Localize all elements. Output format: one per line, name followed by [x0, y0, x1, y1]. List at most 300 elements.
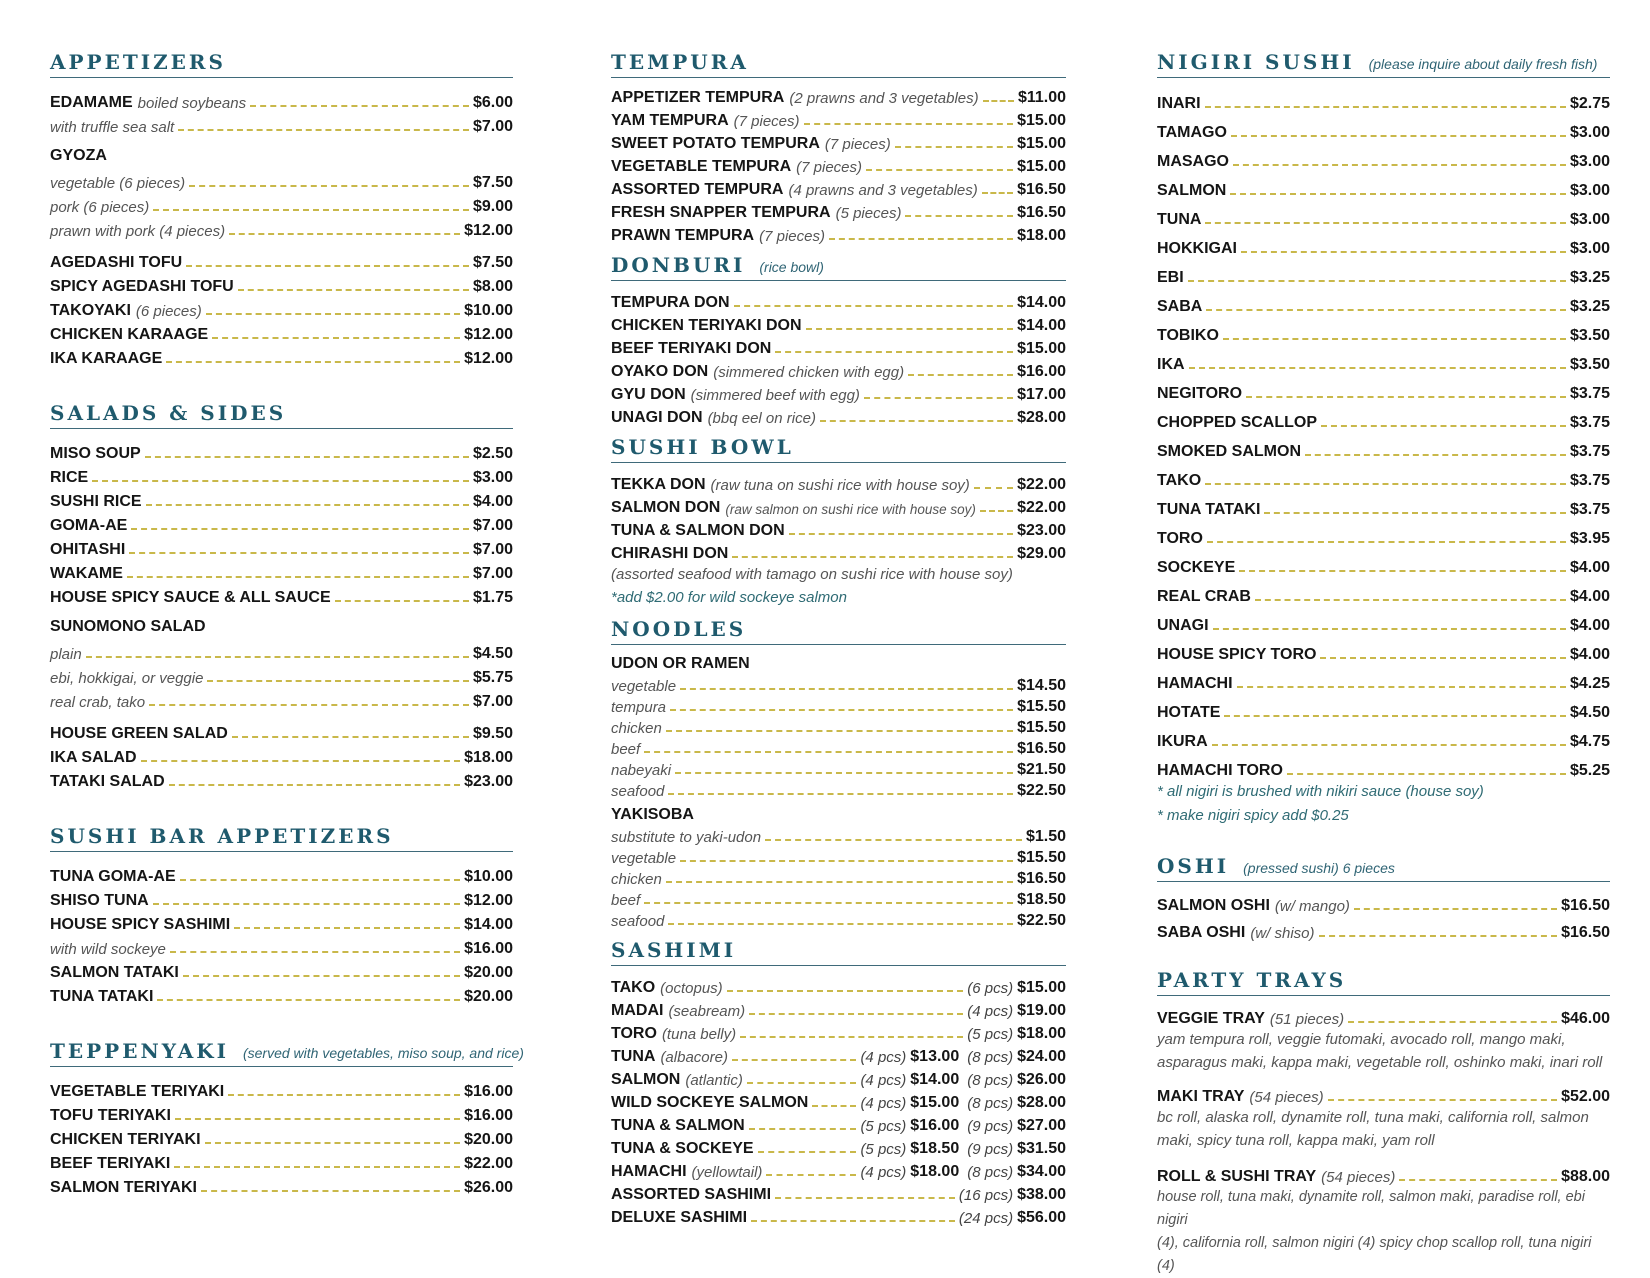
- dotted-leader: [174, 1166, 460, 1168]
- item-price: $7.00: [472, 565, 513, 582]
- item-name: HAMACHI: [611, 1163, 687, 1180]
- item-name: ROLL & SUSHI TRAY: [1157, 1168, 1317, 1185]
- menu-item-udon-seafood: [611, 779, 1066, 800]
- item-price: $16.50: [1561, 897, 1610, 914]
- menu-item-goma-ae: [50, 511, 513, 535]
- item-price: $56.00: [1017, 1209, 1066, 1226]
- sushi-bar-title: SUSHI BAR APPETIZERS: [50, 824, 394, 848]
- menu-item-wakame: [50, 559, 513, 583]
- menu-item-vegetable-teriyaki: [50, 1077, 513, 1101]
- dotted-leader: [1205, 106, 1566, 108]
- dotted-leader: [734, 305, 1014, 307]
- menu-item-sashimi-toro: [611, 1020, 1066, 1043]
- menu-item-udon-beef: [611, 737, 1066, 758]
- menu-item-udon-nabeyaki: [611, 758, 1066, 779]
- dotted-leader: [141, 760, 461, 762]
- item-name: HAMACHI TORO: [1157, 762, 1283, 779]
- dotted-leader: [335, 600, 469, 602]
- item-desc: chicken: [611, 871, 662, 888]
- appetizers-header: [50, 50, 513, 78]
- item-desc: substitute to yaki-udon: [611, 829, 762, 846]
- item-price: $38.00: [1017, 1186, 1066, 1203]
- menu-item-house-sauce: [50, 583, 513, 607]
- dotted-leader: [207, 680, 469, 682]
- sockeye-note: *add $2.00 for wild sockeye salmon: [611, 589, 847, 606]
- item-name: VEGGIE TRAY: [1157, 1010, 1265, 1027]
- dotted-leader: [234, 927, 460, 929]
- item-price: $17.00: [1017, 386, 1066, 403]
- item-price: $18.00: [1017, 227, 1066, 244]
- item-price: $3.75: [1569, 472, 1610, 489]
- dotted-leader: [1319, 935, 1558, 937]
- menu-item-yaki-chicken: [611, 867, 1066, 888]
- item-name: INARI: [1157, 95, 1201, 112]
- dotted-leader: [812, 1105, 856, 1107]
- sushi-bowl-header: [611, 435, 1066, 463]
- item-desc: boiled soybeans: [137, 95, 247, 112]
- item-desc: chicken: [611, 720, 662, 737]
- menu-item-takoyaki: [50, 296, 513, 320]
- dotted-leader: [1328, 1099, 1557, 1101]
- item-name: WAKAME: [50, 565, 123, 582]
- dotted-leader: [751, 1220, 955, 1222]
- item-price: $26.00: [464, 1179, 513, 1196]
- dotted-leader: [229, 233, 460, 235]
- teppenyaki-title: TEPPENYAKI: [50, 1039, 229, 1063]
- item-name: HOUSE SPICY SASHIMI: [50, 916, 231, 933]
- item-pieces: (4 pcs): [967, 1003, 1014, 1020]
- item-name: EBI: [1157, 269, 1184, 286]
- dotted-leader: [146, 504, 469, 506]
- item-desc: vegetable: [611, 678, 677, 695]
- item-name: UNAGI: [1157, 617, 1209, 634]
- menu-item-salmon-don: [611, 494, 1066, 517]
- dotted-leader: [189, 185, 469, 187]
- dotted-leader: [180, 879, 460, 881]
- menu-item-sashimi-hamachi: [611, 1158, 1066, 1181]
- item-name: TUNA: [1157, 211, 1202, 228]
- item-name: TUNA TATAKI: [1157, 501, 1261, 518]
- item-name: SALMON: [611, 1071, 681, 1088]
- item-price-small: $15.00: [910, 1094, 960, 1111]
- item-price: $22.50: [1017, 782, 1066, 799]
- dotted-leader: [895, 146, 1013, 148]
- item-name: AGEDASHI TOFU: [50, 254, 183, 271]
- donburi-note: (rice bowl): [759, 259, 824, 275]
- item-desc: plain: [50, 646, 82, 663]
- item-pieces-small: (4 pcs): [860, 1164, 907, 1181]
- item-name: HOKKIGAI: [1157, 240, 1237, 257]
- tray-contents-line: yam tempura roll, veggie futomaki, avocado roll, mango maki,: [1157, 1031, 1566, 1048]
- menu-item-sashimi-tuna: [611, 1043, 1066, 1066]
- item-price: $29.00: [1017, 545, 1066, 562]
- item-price: $8.00: [472, 278, 513, 295]
- menu-item-nigiri-unagi: [1157, 606, 1610, 635]
- item-pieces-small: (4 pcs): [860, 1072, 907, 1089]
- dotted-leader: [129, 552, 469, 554]
- item-name: SPICY AGEDASHI TOFU: [50, 278, 234, 295]
- dotted-leader: [153, 903, 460, 905]
- dotted-leader: [1223, 338, 1566, 340]
- dotted-leader: [250, 105, 469, 107]
- item-desc: vegetable: [611, 850, 677, 867]
- item-desc: (albacore): [660, 1049, 728, 1066]
- menu-item-prawn-tempura: [611, 222, 1066, 245]
- item-desc: vegetable (6 pieces): [50, 175, 186, 192]
- dotted-leader: [666, 881, 1013, 883]
- item-price: $7.00: [472, 118, 513, 135]
- item-price: $1.50: [1025, 828, 1066, 845]
- dotted-leader: [1206, 309, 1566, 311]
- item-price: $7.50: [472, 254, 513, 271]
- item-price: $3.95: [1569, 530, 1610, 547]
- donburi-title: DONBURI: [611, 253, 746, 277]
- menu-item-sashimi-wild-sockeye: [611, 1089, 1066, 1112]
- oshi-header: [1157, 854, 1610, 882]
- item-desc: prawn with pork (4 pieces): [50, 223, 226, 240]
- menu-item-with-wild-sockeye: [50, 934, 513, 958]
- menu-item-saba-oshi: [1157, 915, 1610, 942]
- item-name: CHICKEN KARAAGE: [50, 326, 209, 343]
- item-price: $28.00: [1017, 409, 1066, 426]
- menu-item-sunomono-plain: [50, 639, 513, 663]
- item-price: $20.00: [464, 964, 513, 981]
- dotted-leader: [238, 289, 469, 291]
- item-price: $18.50: [1017, 891, 1066, 908]
- item-name: TATAKI SALAD: [50, 773, 165, 790]
- item-name: SOCKEYE: [1157, 559, 1236, 576]
- dotted-leader: [1321, 425, 1566, 427]
- dotted-leader: [758, 1151, 857, 1153]
- item-name: OYAKO DON: [611, 363, 709, 380]
- menu-item-chirashi-don: [611, 540, 1066, 563]
- dotted-leader: [1348, 1021, 1557, 1023]
- menu-item-sushi-rice: [50, 487, 513, 511]
- party-trays-header: [1157, 968, 1610, 996]
- dotted-leader: [974, 487, 1013, 489]
- menu-item-gyu-don: [611, 381, 1066, 404]
- item-price-small: $16.00: [910, 1117, 960, 1134]
- item-price: $4.00: [1569, 588, 1610, 605]
- menu-item-nigiri-sockeye: [1157, 548, 1610, 577]
- item-price: $7.50: [472, 174, 513, 191]
- menu-item-nigiri-toro: [1157, 519, 1610, 548]
- dotted-leader: [1224, 715, 1566, 717]
- item-name: ASSORTED TEMPURA: [611, 181, 784, 198]
- item-price-small: $18.50: [910, 1140, 960, 1157]
- dotted-leader: [205, 1142, 461, 1144]
- tray-contents-line: house roll, tuna maki, dynamite roll, salmon maki, paradise roll, ebi nigiri: [1157, 1189, 1585, 1228]
- item-price: $7.00: [472, 541, 513, 558]
- menu-item-nigiri-negitoro: [1157, 374, 1610, 403]
- item-name: SABA OSHI: [1157, 924, 1246, 941]
- dotted-leader: [680, 688, 1013, 690]
- item-name: VEGETABLE TEMPURA: [611, 158, 792, 175]
- dotted-leader: [775, 351, 1013, 353]
- item-name: FRESH SNAPPER TEMPURA: [611, 204, 831, 221]
- nigiri-title: NIGIRI SUSHI: [1157, 50, 1355, 74]
- nigiri-header: [1157, 50, 1610, 78]
- item-price: $16.50: [1017, 870, 1066, 887]
- item-name: TEMPURA DON: [611, 294, 730, 311]
- dotted-leader: [127, 576, 469, 578]
- teppenyaki-note: (served with vegetables, miso soup, and rice): [242, 1045, 524, 1061]
- item-desc: (tuna belly): [661, 1026, 737, 1043]
- item-price: $12.00: [464, 350, 513, 367]
- dotted-leader: [1264, 512, 1566, 514]
- item-name: TOFU TERIYAKI: [50, 1107, 171, 1124]
- menu-item-house-green-salad: [50, 719, 513, 743]
- menu-item-sashimi-tuna-sockeye: [611, 1135, 1066, 1158]
- item-desc: (54 pieces): [1249, 1089, 1324, 1106]
- item-name: TEKKA DON: [611, 476, 706, 493]
- item-name: IKA SALAD: [50, 749, 137, 766]
- dotted-leader: [829, 238, 1013, 240]
- item-price: $10.00: [464, 868, 513, 885]
- item-price: $19.00: [1017, 1002, 1066, 1019]
- item-price: $3.00: [1569, 211, 1610, 228]
- item-name: VEGETABLE TERIYAKI: [50, 1083, 225, 1100]
- item-name: PRAWN TEMPURA: [611, 227, 755, 244]
- item-desc: beef: [611, 741, 641, 758]
- menu-item-tuna-salmon-don: [611, 517, 1066, 540]
- item-name: HAMACHI: [1157, 675, 1233, 692]
- menu-item-nigiri-tobiko: [1157, 316, 1610, 345]
- menu-item-yaki-vegetable: [611, 846, 1066, 867]
- item-price: $22.00: [464, 1155, 513, 1172]
- dotted-leader: [232, 736, 469, 738]
- chirashi-description: (assorted seafood with tamago on sushi rice with house soy): [611, 566, 1013, 583]
- dotted-leader: [1231, 135, 1566, 137]
- item-desc: (simmered beef with egg): [690, 387, 860, 404]
- menu-item-vegetable-tempura: [611, 153, 1066, 176]
- menu-item-veggie-tray: [1157, 1004, 1610, 1028]
- item-price: $16.00: [1017, 363, 1066, 380]
- item-desc: (54 pieces): [1321, 1169, 1396, 1186]
- menu-item-udon-chicken: [611, 716, 1066, 737]
- item-name: REAL CRAB: [1157, 588, 1251, 605]
- item-desc: (yellowtail): [691, 1164, 763, 1181]
- item-price: $23.00: [1017, 522, 1066, 539]
- item-name: UNAGI DON: [611, 409, 703, 426]
- item-name: TUNA TATAKI: [50, 988, 154, 1005]
- item-name: BEEF TERIYAKI: [50, 1155, 171, 1172]
- item-name: MASAGO: [1157, 153, 1229, 170]
- item-name: SMOKED SALMON: [1157, 443, 1301, 460]
- menu-item-nigiri-masago: [1157, 142, 1610, 171]
- item-name: TUNA GOMA-AE: [50, 868, 176, 885]
- menu-item-ika-karaage: [50, 344, 513, 368]
- menu-item-nigiri-hotate: [1157, 693, 1610, 722]
- item-name: MADAI: [611, 1002, 664, 1019]
- item-desc: (w/ shiso): [1250, 925, 1315, 942]
- sashimi-header: [611, 938, 1066, 966]
- menu-item-yaki-substitute: [611, 825, 1066, 846]
- menu-item-unagi-don: [611, 404, 1066, 427]
- dotted-leader: [766, 1174, 856, 1176]
- dotted-leader: [908, 374, 1013, 376]
- item-price: $16.50: [1561, 924, 1610, 941]
- dotted-leader: [905, 215, 1013, 217]
- item-name: TUNA & SOCKEYE: [611, 1140, 754, 1157]
- dotted-leader: [806, 328, 1014, 330]
- dotted-leader: [145, 456, 469, 458]
- item-pieces-small: (4 pcs): [860, 1095, 907, 1112]
- item-name: TOBIKO: [1157, 327, 1219, 344]
- item-name: IKA KARAAGE: [50, 350, 163, 367]
- sushi-bar-header: [50, 824, 513, 852]
- item-price-large: $31.50: [1017, 1140, 1066, 1157]
- item-name: EDAMAME: [50, 94, 133, 111]
- menu-item-ika-salad: [50, 743, 513, 767]
- item-price: $14.00: [1017, 317, 1066, 334]
- dotted-leader: [149, 704, 469, 706]
- item-price: $88.00: [1561, 1168, 1610, 1185]
- menu-item-tataki-salad: [50, 767, 513, 791]
- menu-item-gyoza-vegetable: [50, 168, 513, 192]
- party-trays-title: PARTY TRAYS: [1157, 968, 1347, 992]
- tempura-title: TEMPURA: [611, 50, 749, 74]
- roll-tray-contents: [1157, 1186, 1610, 1278]
- menu-item-salmon-teriyaki: [50, 1173, 513, 1197]
- menu-item-chicken-teriyaki-don: [611, 312, 1066, 335]
- menu-item-nigiri-tuna-tataki: [1157, 490, 1610, 519]
- menu-item-nigiri-inari: [1157, 84, 1610, 113]
- dotted-leader: [1213, 628, 1566, 630]
- item-pieces-large: (9 pcs): [967, 1141, 1014, 1158]
- item-price: $4.25: [1569, 675, 1610, 692]
- item-price: $20.00: [464, 1131, 513, 1148]
- menu-column-right: [1157, 50, 1610, 1278]
- item-desc: (7 pieces): [759, 228, 825, 245]
- item-price: $12.00: [464, 326, 513, 343]
- dotted-leader: [153, 209, 469, 211]
- item-pieces: (6 pcs): [967, 980, 1014, 997]
- item-price: $7.00: [472, 693, 513, 710]
- item-pieces: (5 pcs): [967, 1026, 1014, 1043]
- item-price: $18.00: [1017, 1025, 1066, 1042]
- salads-header: [50, 401, 513, 429]
- item-pieces-small: (4 pcs): [860, 1049, 907, 1066]
- dotted-leader: [169, 784, 460, 786]
- menu-item-shiso-tuna: [50, 886, 513, 910]
- nigiri-note: (please inquire about daily fresh fish): [1368, 56, 1598, 72]
- dotted-leader: [178, 129, 469, 131]
- nigiri-note-spicy: * make nigiri spicy add $0.25: [1157, 807, 1349, 824]
- dotted-leader: [804, 123, 1014, 125]
- dotted-leader: [749, 1128, 857, 1130]
- item-name: TAKOYAKI: [50, 302, 131, 319]
- menu-item-nigiri-salmon: [1157, 171, 1610, 200]
- item-name: HOUSE GREEN SALAD: [50, 725, 228, 742]
- item-name: CHIRASHI DON: [611, 545, 729, 562]
- item-price: $16.50: [1017, 204, 1066, 221]
- item-price: $3.00: [1569, 153, 1610, 170]
- item-price: $3.75: [1569, 443, 1610, 460]
- item-price: $12.00: [464, 892, 513, 909]
- item-price: $2.50: [472, 445, 513, 462]
- dotted-leader: [166, 361, 460, 363]
- item-price: $14.00: [464, 916, 513, 933]
- menu-item-tempura-don: [611, 289, 1066, 312]
- item-desc: (51 pieces): [1269, 1011, 1345, 1028]
- item-desc: (bbq eel on rice): [707, 410, 816, 427]
- menu-item-chicken-karaage: [50, 320, 513, 344]
- item-price-large: $24.00: [1017, 1048, 1066, 1065]
- item-desc: (atlantic): [685, 1072, 743, 1089]
- item-desc: (7 pieces): [796, 159, 863, 176]
- item-price: $3.25: [1569, 269, 1610, 286]
- menu-item-sashimi-deluxe: [611, 1204, 1066, 1227]
- dotted-leader: [749, 1013, 963, 1015]
- menu-item-oyako-don: [611, 358, 1066, 381]
- item-price: $9.50: [472, 725, 513, 742]
- item-price: $14.50: [1017, 677, 1066, 694]
- item-name: TAMAGO: [1157, 124, 1227, 141]
- menu-item-gyoza-pork: [50, 192, 513, 216]
- menu-item-nigiri-chopped-scallop: [1157, 403, 1610, 432]
- item-name: IKA: [1157, 356, 1185, 373]
- item-name: CHICKEN TERIYAKI: [50, 1131, 201, 1148]
- item-price: $12.00: [464, 222, 513, 239]
- menu-item-tuna-tataki: [50, 982, 513, 1006]
- menu-item-nigiri-ebi: [1157, 258, 1610, 287]
- item-pieces-small: (5 pcs): [860, 1118, 907, 1135]
- item-name: CHOPPED SCALLOP: [1157, 414, 1318, 431]
- item-name: WILD SOCKEYE SALMON: [611, 1094, 809, 1111]
- item-price: $20.00: [464, 988, 513, 1005]
- item-desc: (raw tuna on sushi rice with house soy): [710, 477, 970, 494]
- item-price: $3.00: [472, 469, 513, 486]
- menu-item-nigiri-smoked-salmon: [1157, 432, 1610, 461]
- dotted-leader: [740, 1036, 963, 1038]
- dotted-leader: [644, 902, 1013, 904]
- item-price: $4.00: [1569, 617, 1610, 634]
- dotted-leader: [1241, 251, 1566, 253]
- menu-item-edamame: [50, 88, 513, 112]
- item-price: $16.00: [464, 1083, 513, 1100]
- item-price: $4.75: [1569, 733, 1610, 750]
- dotted-leader: [170, 951, 460, 953]
- menu-item-roll-sushi-tray: [1157, 1162, 1610, 1186]
- menu-item-nigiri-tako: [1157, 461, 1610, 490]
- dotted-leader: [820, 420, 1013, 422]
- item-name: ASSORTED SASHIMI: [611, 1186, 772, 1203]
- item-name: TORO: [1157, 530, 1203, 547]
- item-pieces-large: (8 pcs): [967, 1072, 1014, 1089]
- dotted-leader: [732, 556, 1013, 558]
- tray-contents-line: (4), california roll, salmon nigiri (4) spicy chop scallop roll, tuna nigiri (4): [1157, 1235, 1592, 1274]
- item-price: $15.50: [1017, 698, 1066, 715]
- item-name: GOMA-AE: [50, 517, 128, 534]
- noodles-title: NOODLES: [611, 617, 747, 641]
- item-price: $15.00: [1017, 158, 1066, 175]
- item-pieces-small: (5 pcs): [860, 1141, 907, 1158]
- item-desc: seafood: [611, 913, 665, 930]
- dotted-leader: [1237, 686, 1566, 688]
- menu-item-beef-teriyaki: [50, 1149, 513, 1173]
- menu-item-appetizer-tempura: [611, 84, 1066, 107]
- menu-item-sashimi-assorted: [611, 1181, 1066, 1204]
- item-name: TUNA & SALMON: [611, 1117, 745, 1134]
- item-price: $3.75: [1569, 385, 1610, 402]
- dotted-leader: [157, 999, 460, 1001]
- item-name: OHITASHI: [50, 541, 126, 558]
- item-price: $21.50: [1017, 761, 1066, 778]
- menu-item-spicy-agedashi-tofu: [50, 272, 513, 296]
- oshi-note: (pressed sushi) 6 pieces: [1243, 860, 1395, 876]
- item-name: MISO SOUP: [50, 445, 141, 462]
